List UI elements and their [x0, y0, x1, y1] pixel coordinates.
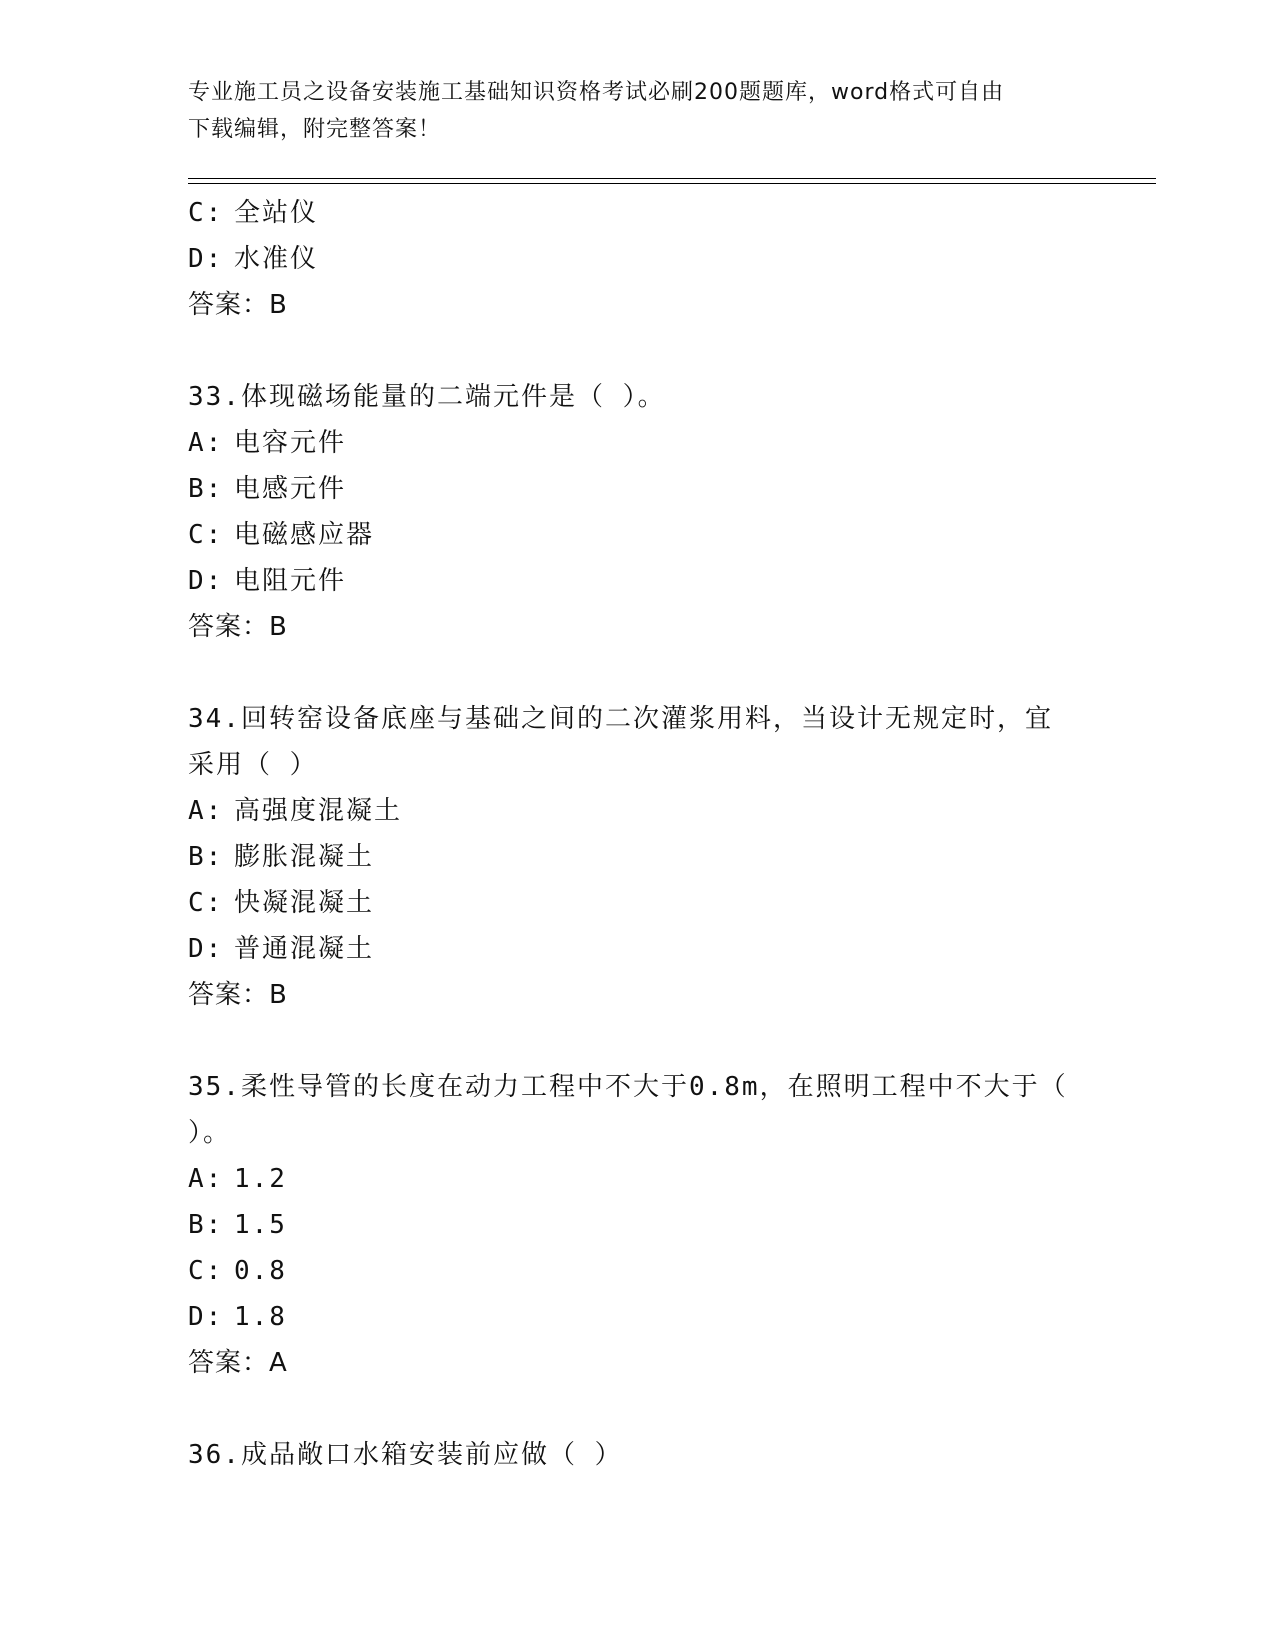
- option-text: 水准仪: [234, 244, 319, 274]
- option-b: [188, 1202, 1088, 1248]
- option-text: 电感元件: [234, 474, 347, 504]
- question-34-text-line-1: 34.回转窑设备底座与基础之间的二次灌浆用料，当设计无规定时，宜: [188, 704, 1053, 734]
- option-text: 电容元件: [234, 428, 347, 458]
- question-35-text-line-1: 35.柔性导管的长度在动力工程中不大于0.8m，在照明工程中不大于（: [188, 1072, 1068, 1102]
- option-letter: C:: [188, 198, 224, 228]
- question-36-text: 36.成品敞口水箱安装前应做（ ）: [188, 1440, 623, 1470]
- answer-line: 答案：B: [188, 290, 288, 320]
- option-text: 0.8: [234, 1256, 287, 1286]
- option-letter: D:: [188, 566, 224, 596]
- answer-line: 答案：A: [188, 1348, 288, 1378]
- option-b: [188, 466, 1088, 512]
- option-d: [188, 1294, 1088, 1340]
- option-b: [188, 834, 1088, 880]
- option-letter: B:: [188, 842, 224, 872]
- spacer: [188, 1386, 1088, 1432]
- header-line-2: 下载编辑，附完整答案！: [188, 117, 442, 142]
- option-d: [188, 236, 1088, 282]
- option-text: 普通混凝土: [234, 934, 375, 964]
- spacer: [188, 650, 1088, 696]
- question-34-text-line-2: 采用（ ）: [188, 750, 318, 780]
- option-a: [188, 420, 1088, 466]
- option-a: [188, 1156, 1088, 1202]
- option-c: [188, 880, 1088, 926]
- option-letter: A:: [188, 1164, 224, 1194]
- spacer: [188, 328, 1088, 374]
- spacer: [188, 1018, 1088, 1064]
- option-c: [188, 1248, 1088, 1294]
- answer-line: 答案：B: [188, 612, 288, 642]
- question-35-text-line-2: ）。: [188, 1118, 232, 1148]
- option-text: 电磁感应器: [234, 520, 375, 550]
- question-33-text: 33.体现磁场能量的二端元件是（ ）。: [188, 382, 666, 412]
- option-letter: C:: [188, 1256, 224, 1286]
- option-letter: C:: [188, 520, 224, 550]
- document-header: [188, 74, 1088, 148]
- option-letter: B:: [188, 474, 224, 504]
- answer-line: 答案：B: [188, 980, 288, 1010]
- header-divider-bottom: [188, 183, 1156, 184]
- option-text: 快凝混凝土: [234, 888, 375, 918]
- option-text: 高强度混凝土: [234, 796, 403, 826]
- option-a: [188, 788, 1088, 834]
- option-d: [188, 558, 1088, 604]
- option-text: 1.2: [234, 1164, 287, 1194]
- option-d: [188, 926, 1088, 972]
- option-c: [188, 190, 1088, 236]
- option-letter: D:: [188, 244, 224, 274]
- option-text: 1.5: [234, 1210, 287, 1240]
- option-text: 电阻元件: [234, 566, 347, 596]
- header-divider-top: [188, 178, 1156, 179]
- option-letter: D:: [188, 1302, 224, 1332]
- option-text: 全站仪: [234, 198, 319, 228]
- question-content: [188, 190, 1088, 1478]
- option-letter: A:: [188, 796, 224, 826]
- option-letter: A:: [188, 428, 224, 458]
- option-c: [188, 512, 1088, 558]
- option-letter: C:: [188, 888, 224, 918]
- option-letter: B:: [188, 1210, 224, 1240]
- option-text: 膨胀混凝土: [234, 842, 375, 872]
- option-text: 1.8: [234, 1302, 287, 1332]
- header-line-1: 专业施工员之设备安装施工基础知识资格考试必刷200题题库，word格式可自由: [188, 80, 1005, 105]
- option-letter: D:: [188, 934, 224, 964]
